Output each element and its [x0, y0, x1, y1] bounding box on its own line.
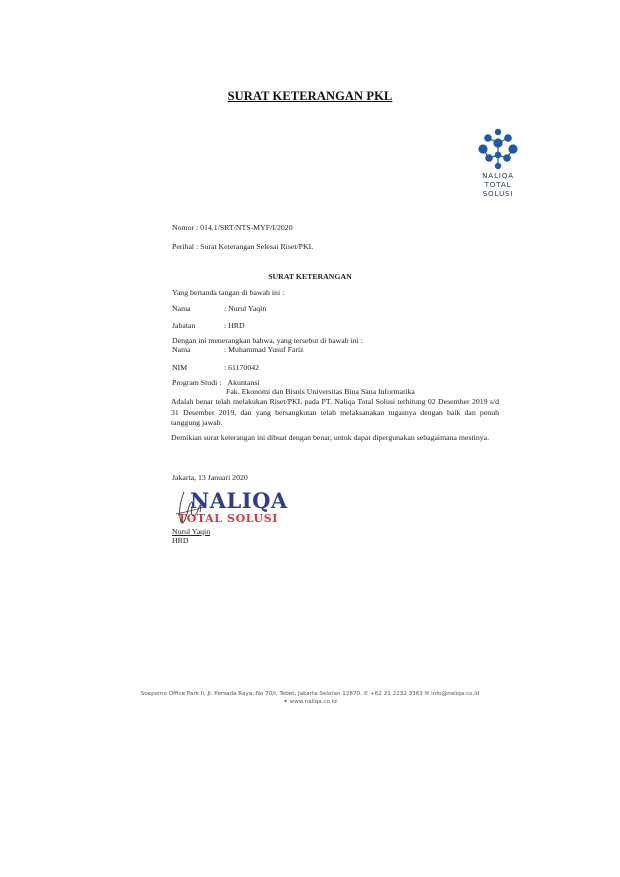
stamp-company-tagline: TOTAL SOLUSI: [178, 512, 278, 525]
intro-text: Yang bertanda tangan di bawah ini :: [172, 288, 285, 297]
student-name-value: : Muhammad Yusuf Fariz: [224, 345, 304, 354]
footer-website[interactable]: www.naliqa.co.id: [289, 699, 337, 705]
student-program-label: Program Studi :: [172, 378, 222, 387]
signer-position-value: : HRD: [224, 321, 245, 330]
naliqa-logo-icon: [474, 127, 522, 171]
signer-name-row: [172, 304, 266, 314]
signer-name: Nurul Yaqin: [172, 527, 211, 536]
signer-name-label: Nama: [172, 304, 191, 313]
signer-position-row: [172, 321, 245, 331]
student-faculty: Fak. Ekonomi dan Bisnis Universitas Bina Sana Informatika: [226, 387, 415, 396]
signer-position: HRD: [172, 536, 189, 545]
email-icon: ✉: [424, 691, 430, 697]
logo-text-line1: NALIQA: [482, 171, 514, 180]
statement-text: Dengan ini menerangkan bahwa, yang tersebut di bawah ini :: [172, 336, 363, 345]
document-title: SURAT KETERANGAN PKL: [227, 89, 393, 103]
stamp-company-name: NALIQA: [190, 488, 288, 513]
logo-text-line3: SOLUSI: [482, 189, 514, 198]
letter-subject: Perihal : Surat Keterangan Selesai Riset/PKL: [172, 242, 314, 251]
paragraph-internship: Adalah benar telah melakukan Riset/PKL pada PT. Naliqa Total Solusi terhitung 02 Desember 2019 s/d 31 Desember 2019, dan yang bersangkutan telah melaksanakan tugasnya dengan baik dan penuh tanggung jawab.: [171, 397, 499, 427]
globe-icon: ⚭: [283, 699, 288, 705]
place-date: Jakarta, 13 Januari 2020: [172, 473, 248, 482]
footer-web: [0, 698, 620, 706]
student-nim-value: : 61170042: [224, 363, 260, 372]
logo-text-line2: TOTAL: [484, 180, 512, 189]
footer-contact: [0, 690, 620, 698]
student-name-row: [172, 345, 304, 355]
student-name-label: Nama: [172, 345, 191, 354]
phone-icon: ✆: [363, 691, 369, 697]
student-nim-row: [172, 363, 259, 373]
student-program-value: Akuntansi: [227, 378, 260, 387]
signature-stamp: [172, 488, 292, 530]
paragraph-closing: Demikian surat keterangan ini dibuat dengan benar, untuk dapat dipergunakan sebagaimana mestinya.: [171, 433, 490, 442]
signer-name-value: : Nurul Yaqin: [224, 304, 267, 313]
letter-number: Nomor : 014.1/SRT/NTS-MYF/I/2020: [172, 223, 293, 232]
footer-email[interactable]: info@naliqa.co.id: [431, 691, 480, 697]
footer-address: Soepomo Office Park II, Jl. Persada Raya, No 70/I, Tebet, Jakarta Selatan 12870.: [140, 691, 362, 697]
student-nim-label: NIM: [172, 363, 188, 372]
signer-position-label: Jabatan: [172, 321, 196, 330]
footer-phone: +62 21 2232 3363: [370, 691, 423, 697]
body-heading: SURAT KETERANGAN: [268, 272, 352, 281]
company-logo: [468, 127, 528, 198]
